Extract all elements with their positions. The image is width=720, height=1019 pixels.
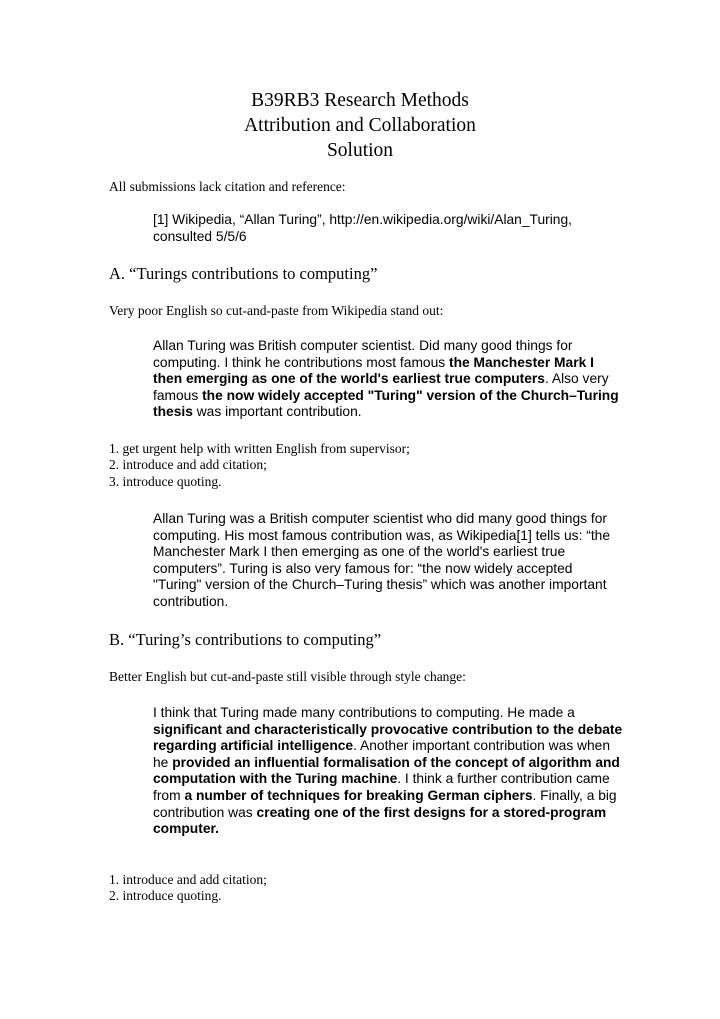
quote-text: Allan Turing was British computer scientist. Did many good things for computing. I think he contributions most famous	[153, 338, 573, 370]
section-a-list	[109, 441, 410, 490]
reference-citation	[153, 212, 623, 245]
section-b-quote	[153, 705, 623, 838]
copied-bold-text: significant and characteristically provocative contribution to the debate regarding artificial intelligence	[153, 721, 623, 754]
quote-text: . Also very famous	[153, 371, 609, 403]
title-line-topic: Attribution and Collaboration	[244, 115, 476, 136]
section-a-note: Very poor English so cut-and-paste from Wikipedia stand out:	[109, 303, 444, 318]
title-line-solution: Solution	[326, 140, 394, 161]
section-b-note: Better English but cut-and-paste still visible through style change:	[109, 669, 466, 684]
title-line-course: B39RB3 Research Methods	[251, 90, 469, 111]
copied-bold-text: the Manchester Mark I then emerging as one of the world's earliest true computers	[153, 354, 594, 387]
copied-bold-text: the now widely accepted "Turing" version of the Church–Turing thesis	[153, 387, 619, 420]
reference-line-2: consulted 5/5/6	[153, 228, 247, 244]
quote-text: was important contribution.	[192, 404, 362, 420]
list-item: 2. introduce and add citation;	[109, 457, 267, 473]
quote-text: I think that Turing made many contributions to computing. He made a	[153, 705, 575, 720]
list-item: 1. introduce and add citation;	[109, 872, 267, 887]
reference-line-1: [1] Wikipedia, “Allan Turing”, http://en.wikipedia.org/wiki/Alan_Turing,	[153, 212, 572, 227]
section-a-heading: A. “Turings contributions to computing”	[109, 264, 378, 283]
copied-bold-text: a number of techniques for breaking German ciphers	[184, 787, 533, 803]
list-item: 1. get urgent help with written English from supervisor;	[109, 441, 410, 456]
document-title	[0, 88, 720, 163]
list-item: 2. introduce quoting.	[109, 888, 222, 904]
section-b-heading: B. “Turing’s contributions to computing”	[109, 630, 382, 649]
section-b-list	[109, 872, 267, 905]
copied-bold-text: creating one of the first designs for a stored-program computer.	[153, 804, 607, 837]
list-item: 3. introduce quoting.	[109, 473, 222, 489]
quote-text: . Finally, a big contribution was	[153, 787, 617, 820]
quote-text: . Another important contribution was when he	[153, 738, 611, 770]
intro-text: All submissions lack citation and reference:	[109, 179, 346, 194]
copied-bold-text: provided an influential formalisation of the concept of algorithm and computation with the Turing machine	[153, 754, 620, 787]
section-a-quote-poor	[153, 338, 623, 421]
quote-text: . I think a further contribution came from	[153, 771, 610, 803]
section-a-quote-corrected: Allan Turing was a British computer scientist who did many good things for computing. His most famous contribution was, as Wikipedia[1] tells us: “the Manchester Mark I then emerging as one of the world's earliest true computers”. Turing is also very famous for: “the now widely accepted "Turing" version of the Church–Turing thesis” which was another important contribution.	[153, 511, 611, 609]
